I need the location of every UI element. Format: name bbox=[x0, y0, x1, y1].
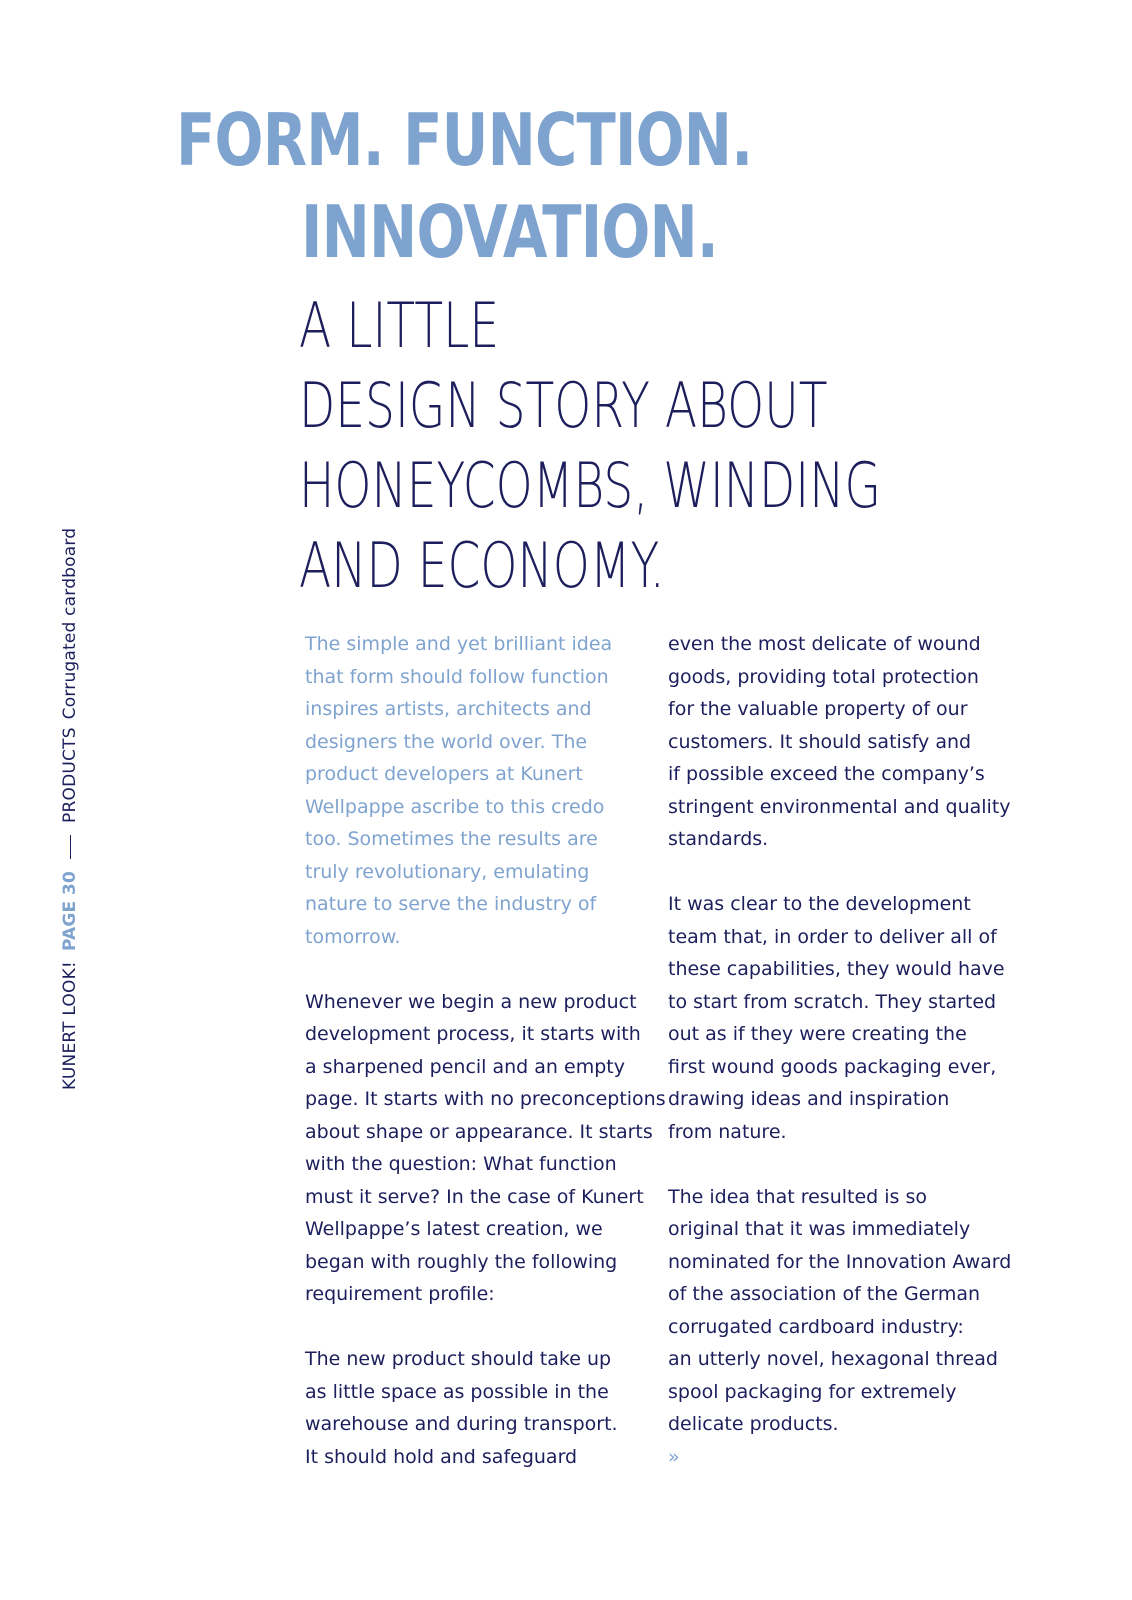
text-line: designers the world over. The bbox=[305, 730, 588, 753]
text-line: development process, it starts with bbox=[305, 1023, 641, 1045]
subheadline-line-2: DESIGN STORY ABOUT bbox=[299, 369, 828, 442]
text-line: standards. bbox=[668, 828, 769, 850]
subheadline-line-4: AND ECONOMY. bbox=[299, 529, 665, 602]
continue-icon: » bbox=[668, 1445, 680, 1468]
text-line: spool packaging for extremely bbox=[668, 1380, 957, 1403]
text-line: The simple and yet brilliant idea bbox=[305, 633, 613, 655]
page-number: 30 bbox=[60, 870, 80, 895]
text-line: The idea that resulted is so bbox=[668, 1185, 927, 1208]
text-line: truly revolutionary, emulating bbox=[305, 860, 590, 883]
text-line: with the question: What function bbox=[305, 1153, 617, 1175]
header-divider bbox=[70, 835, 71, 859]
text-line: Wellpappe ascribe to this credo bbox=[305, 795, 605, 818]
text-line: to start from scratch. They started bbox=[668, 990, 997, 1013]
subheadline bbox=[299, 286, 881, 606]
headline-line-1: FORM. FUNCTION. bbox=[176, 98, 753, 182]
text-line: customers. It should satisfy and bbox=[668, 730, 972, 753]
text-line: for the valuable property of our bbox=[668, 698, 968, 720]
text-line: page. It starts with no preconceptions bbox=[305, 1088, 666, 1110]
text-line: too. Sometimes the results are bbox=[305, 828, 598, 850]
text-line: from nature. bbox=[668, 1120, 787, 1143]
text-line: even the most delicate of wound bbox=[668, 633, 981, 655]
lead-paragraph bbox=[305, 628, 645, 953]
text-line: requirement profile: bbox=[305, 1283, 495, 1305]
body-paragraph bbox=[668, 628, 1013, 856]
text-line: a sharpened pencil and an empty bbox=[305, 1055, 625, 1078]
publication-name: KUNERT LOOK! bbox=[60, 961, 80, 1090]
text-line: It should hold and safeguard bbox=[305, 1445, 578, 1468]
body-paragraph bbox=[668, 888, 1013, 1148]
text-line: of the association of the German bbox=[668, 1283, 981, 1305]
text-line: an utterly novel, hexagonal thread bbox=[668, 1348, 998, 1370]
text-line: stringent environmental and quality bbox=[668, 795, 1011, 818]
body-paragraph bbox=[305, 986, 666, 1311]
text-line: warehouse and during transport. bbox=[305, 1413, 618, 1435]
running-header bbox=[60, 528, 80, 1090]
section-label: PRODUCTS bbox=[60, 727, 80, 823]
text-line: The new product should take up bbox=[305, 1348, 612, 1370]
text-line: original that it was immediately bbox=[668, 1218, 971, 1240]
subheadline-line-1: A LITTLE bbox=[299, 289, 500, 362]
subheadline-line-3: HONEYCOMBS, WINDING bbox=[299, 449, 881, 522]
headline-line-2: INNOVATION. bbox=[301, 190, 719, 274]
body-column-left bbox=[305, 628, 666, 1506]
text-line: inspires artists, architects and bbox=[305, 698, 592, 720]
text-line: about shape or appearance. It starts bbox=[305, 1120, 653, 1143]
page-label: PAGE bbox=[60, 900, 80, 952]
text-line: tomorrow. bbox=[305, 925, 401, 948]
text-line: goods, providing total protection bbox=[668, 665, 979, 688]
text-line: as little space as possible in the bbox=[305, 1380, 609, 1403]
body-paragraph bbox=[668, 1181, 1013, 1474]
text-line: these capabilities, they would have bbox=[668, 958, 1005, 980]
subsection-label: Corrugated cardboard bbox=[60, 527, 80, 720]
text-line: Whenever we begin a new product bbox=[305, 990, 637, 1013]
text-line bbox=[668, 1408, 1013, 1473]
text-line-content: delicate products. bbox=[668, 1413, 839, 1435]
text-line: corrugated cardboard industry: bbox=[668, 1315, 964, 1338]
body-column-right bbox=[668, 628, 1013, 1506]
text-line: if possible exceed the company’s bbox=[668, 763, 985, 785]
body-paragraph bbox=[305, 1343, 645, 1473]
text-line: product developers at Kunert bbox=[305, 763, 583, 785]
text-line: nature to serve the industry of bbox=[305, 893, 597, 915]
text-line: It was clear to the development bbox=[668, 893, 971, 915]
text-line: Wellpappe’s latest creation, we bbox=[305, 1218, 603, 1240]
text-line: drawing ideas and inspiration bbox=[668, 1088, 950, 1110]
text-line: that form should follow function bbox=[305, 665, 609, 688]
text-line: out as if they were creating the bbox=[668, 1023, 967, 1045]
text-line: must it serve? In the case of Kunert bbox=[305, 1185, 644, 1208]
text-line: first wound goods packaging ever, bbox=[668, 1055, 997, 1078]
text-line: began with roughly the following bbox=[305, 1250, 618, 1273]
text-line: team that, in order to deliver all of bbox=[668, 925, 997, 948]
text-line: nominated for the Innovation Award bbox=[668, 1250, 1012, 1273]
